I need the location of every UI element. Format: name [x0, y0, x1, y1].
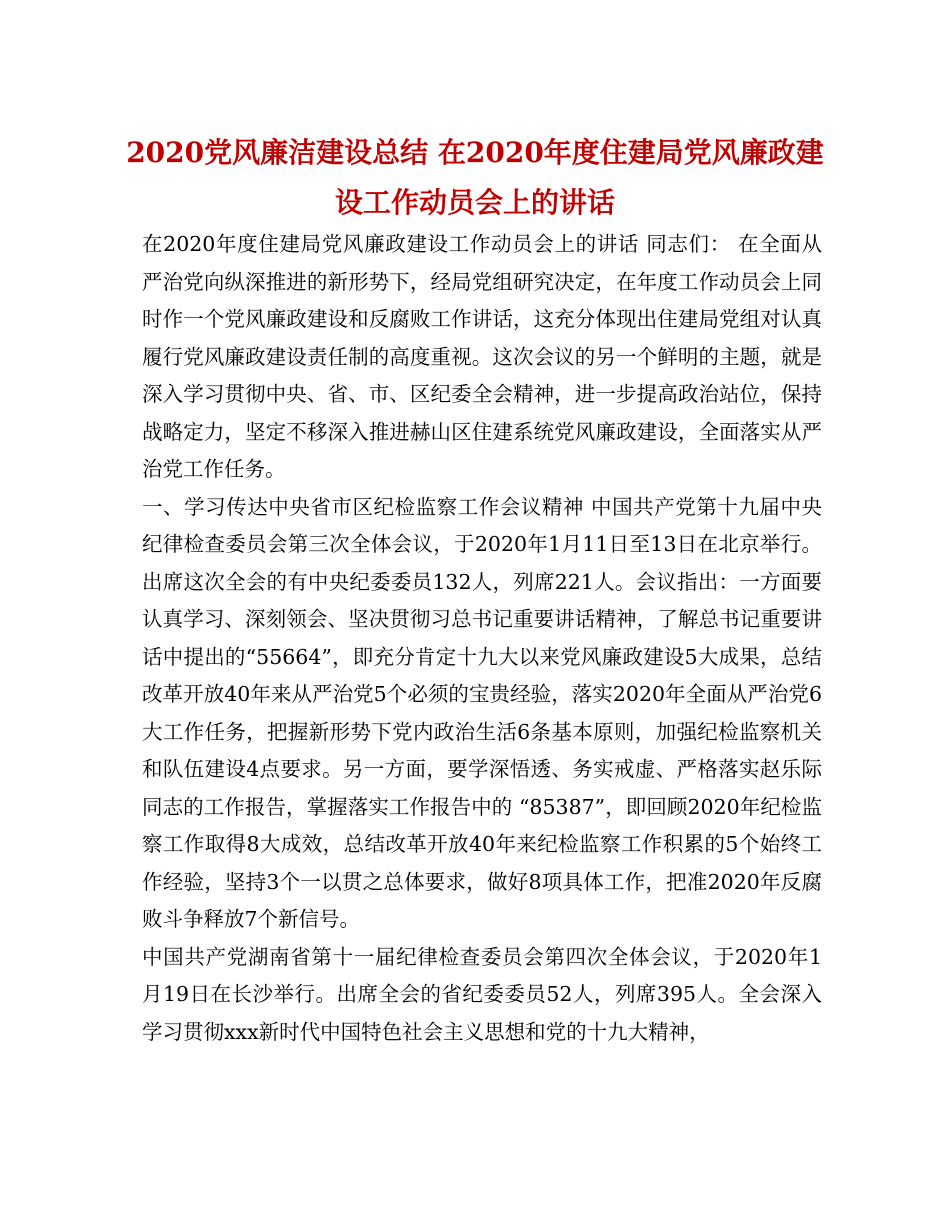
- paragraph: 一、学习传达中央省市区纪检监察工作会议精神 中国共产党第十九届中央纪律检查委员会第三次全体会议，于2020年1月11日至13日在北京举行。出席这次全会的有中央纪委委员132人，列席221人。会议指出：一方面要认真学习、深刻领会、坚决贯彻习总书记重要讲话精神，了解总书记重要讲话中提出的“55664”，即充分肯定十九大以来党风廉政建设5大成果，总结改革开放40年来从严治党5个必须的宝贵经验，落实2020年全面从严治党6大工作任务，把握新形势下党内政治生活6条基本原则，加强纪检监察机关和队伍建设4点要求。另一方面，要学深悟透、务实戒虚、严格落实赵乐际同志的工作报告，掌握落实工作报告中的 “85387”，即回顾2020年纪检监察工作取得8大成效，总结改革开放40年来纪检监察工作积累的5个始终工作经验，坚持3个一以贯之总体要求，做好8项具体工作，把准2020年反腐败斗争释放7个新信号。: [142, 494, 822, 931]
- paragraph: 中国共产党湖南省第十一届纪律检查委员会第四次全体会议，于2020年1月19日在长沙举行。出席全会的省纪委委员52人，列席395人。全会深入学习贯彻xxx新时代中国特色社会主义思想和党的十九大精神，: [142, 944, 822, 1044]
- document-title: 2020党风廉洁建设总结 在2020年度住建局党风廉政建设工作动员会上的讲话: [126, 136, 824, 219]
- document-body: [142, 226, 822, 1051]
- paragraph: 在2020年度住建局党风廉政建设工作动员会上的讲话 同志们： 在全面从严治党向纵深推进的新形势下，经局党组研究决定，在年度工作动员会上同时作一个党风廉政建设和反腐败工作讲话，这充分体现出住建局党组对认真履行党风廉政建设责任制的高度重视。这次会议的另一个鲜明的主题，就是深入学习贯彻中央、省、市、区纪委全会精神，进一步提高政治站位，保持战略定力，坚定不移深入推进赫山区住建系统党风廉政建设，全面落实从严治党工作任务。: [142, 232, 822, 481]
